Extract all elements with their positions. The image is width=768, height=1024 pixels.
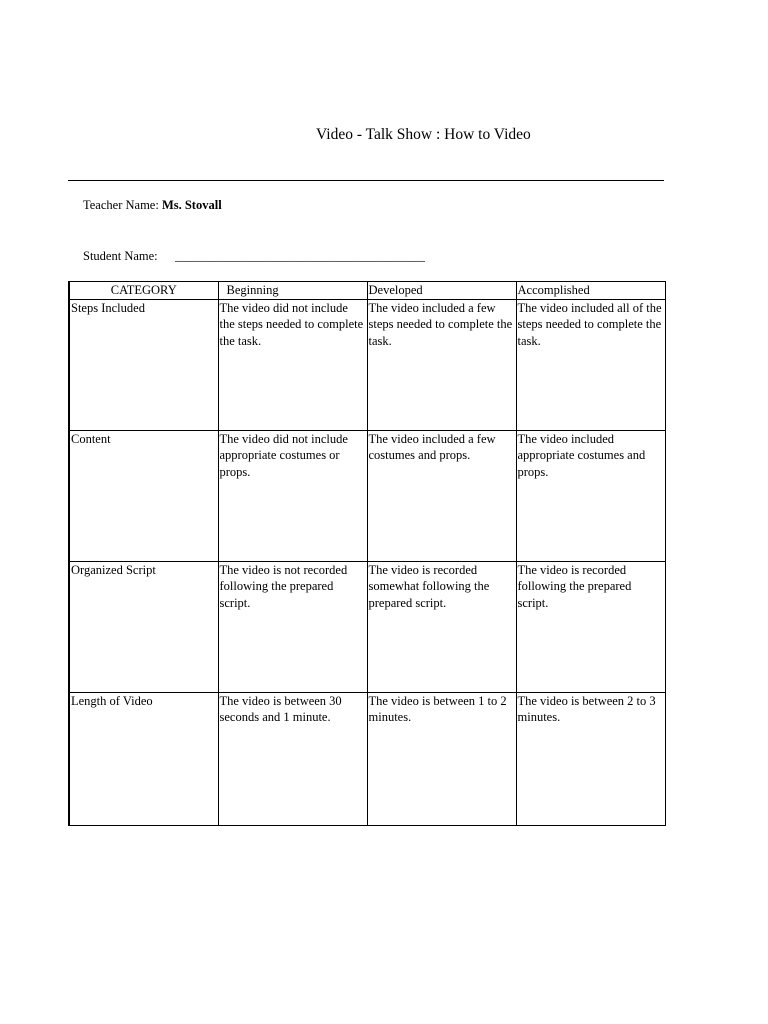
row-category: Length of Video	[69, 692, 218, 825]
cell-beginning: The video did not include appropriate costumes or props.	[218, 430, 367, 561]
cell-beginning: The video did not include the steps needed to complete the task.	[218, 299, 367, 430]
row-category: Steps Included	[69, 299, 218, 430]
student-name-label: Student Name:	[83, 249, 158, 263]
cell-developed: The video included a few costumes and props.	[367, 430, 516, 561]
table-row	[69, 430, 665, 561]
cell-accomplished: The video is recorded following the prepared script.	[516, 561, 665, 692]
rubric-header-row	[69, 282, 665, 300]
header-category: CATEGORY	[69, 282, 218, 300]
student-name-line	[83, 249, 425, 264]
header-beginning: Beginning	[218, 282, 367, 300]
table-row	[69, 561, 665, 692]
cell-accomplished: The video included all of the steps needed to complete the task.	[516, 299, 665, 430]
cell-beginning: The video is between 30 seconds and 1 minute.	[218, 692, 367, 825]
cell-developed: The video is recorded somewhat following the prepared script.	[367, 561, 516, 692]
header-accomplished: Accomplished	[516, 282, 665, 300]
header-developed: Developed	[367, 282, 516, 300]
row-category: Organized Script	[69, 561, 218, 692]
teacher-name-line	[83, 198, 222, 213]
title-divider	[68, 180, 664, 181]
student-name-blank: ________________________________________	[175, 249, 425, 263]
rubric-table	[68, 281, 666, 826]
teacher-name-label: Teacher Name:	[83, 198, 159, 212]
row-category: Content	[69, 430, 218, 561]
page-title: Video - Talk Show : How to Video	[316, 126, 531, 143]
cell-developed: The video included a few steps needed to complete the task.	[367, 299, 516, 430]
cell-beginning: The video is not recorded following the prepared script.	[218, 561, 367, 692]
table-row	[69, 692, 665, 825]
cell-developed: The video is between 1 to 2 minutes.	[367, 692, 516, 825]
cell-accomplished: The video included appropriate costumes and props.	[516, 430, 665, 561]
table-row	[69, 299, 665, 430]
teacher-name-value: Ms. Stovall	[161, 198, 222, 212]
cell-accomplished: The video is between 2 to 3 minutes.	[516, 692, 665, 825]
